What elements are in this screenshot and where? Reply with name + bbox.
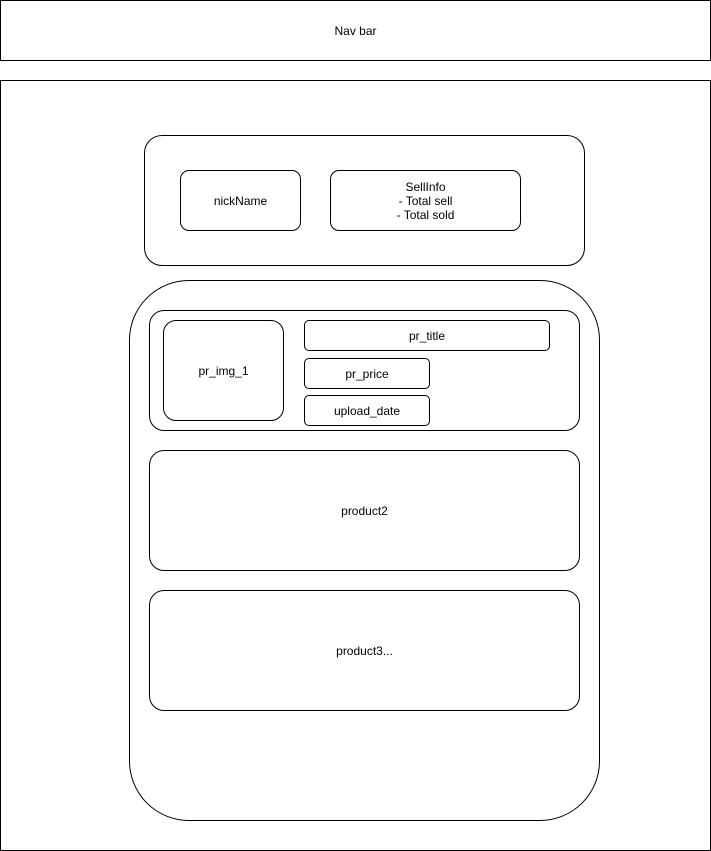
upload-date-box bbox=[304, 395, 430, 426]
product-card-3-label: product3... bbox=[336, 643, 393, 658]
product-image-box bbox=[163, 320, 284, 421]
sell-info-box bbox=[330, 170, 521, 231]
navbar-label: Nav bar bbox=[334, 23, 377, 38]
product-title-box bbox=[304, 320, 550, 351]
sell-info-total-sell: - Total sell bbox=[398, 193, 453, 208]
product-price-label: pr_price bbox=[345, 366, 389, 381]
sell-info-total-sold: - Total sold bbox=[396, 207, 455, 222]
product-card-2-label: product2 bbox=[341, 503, 388, 518]
sell-info-title: SellInfo bbox=[405, 179, 446, 194]
product-card-2 bbox=[149, 450, 580, 571]
nickname-box bbox=[180, 170, 301, 231]
product-card-3 bbox=[149, 590, 580, 711]
upload-date-label: upload_date bbox=[333, 403, 401, 418]
product-image-label: pr_img_1 bbox=[198, 363, 249, 378]
navbar bbox=[0, 0, 711, 61]
product-title-label: pr_title bbox=[408, 328, 446, 343]
nickname-label: nickName bbox=[213, 193, 268, 208]
product-price-box bbox=[304, 358, 430, 389]
